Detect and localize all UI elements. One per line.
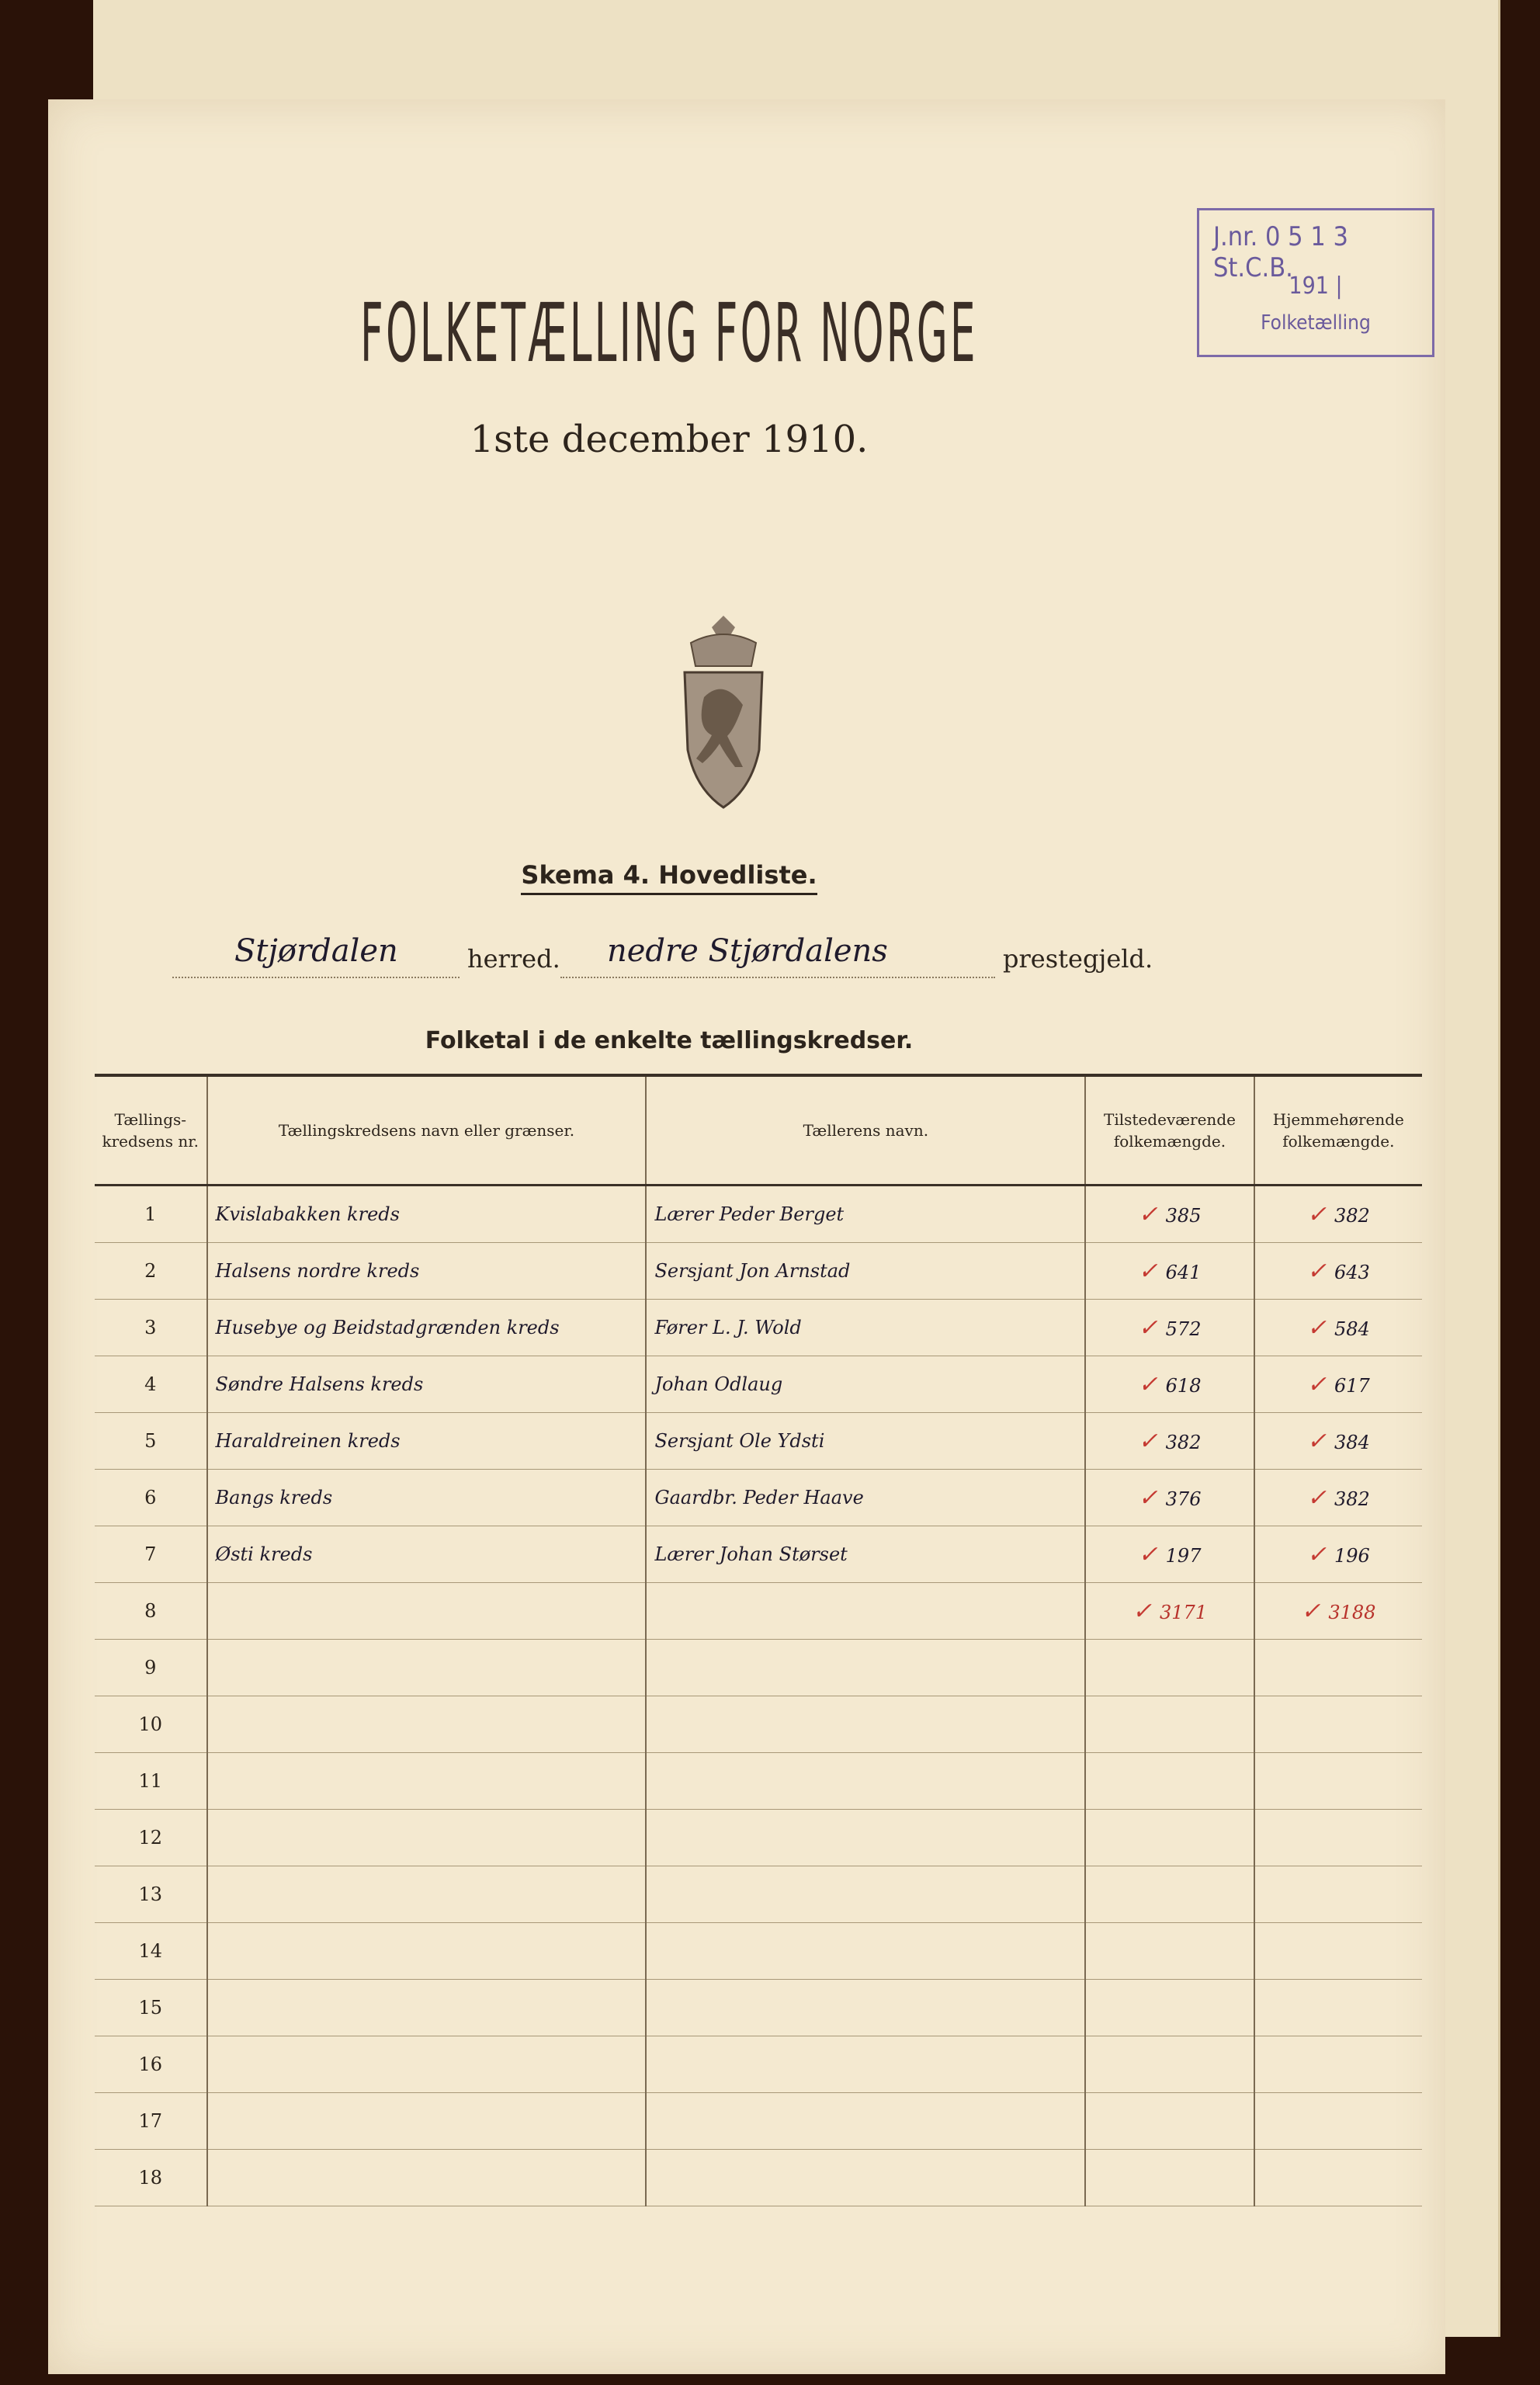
district-name [207,1696,647,1753]
present-population [1085,1980,1254,2036]
district-name [207,1640,647,1696]
district-name: Husebye og Beidstadgrænden kreds [207,1300,647,1356]
check-mark-icon: ✓ [1306,1540,1327,1568]
counter-name [646,1696,1085,1753]
check-mark-icon: ✓ [1306,1200,1327,1228]
form-title: FOLKETÆLLING FOR NORGE [360,286,978,380]
counter-name: Lærer Peder Berget [646,1186,1085,1243]
resident-population [1254,1753,1422,1810]
row-number: 7 [95,1526,207,1583]
counter-name [646,1980,1085,2036]
schema-heading [48,860,1290,890]
table-row [95,1810,1422,1866]
present-population [1085,1753,1254,1810]
resident-population: ✓ 196 [1254,1526,1422,1583]
present-population [1085,2150,1254,2206]
check-mark-icon: ✓ [1306,1257,1327,1285]
counter-name [646,1640,1085,1696]
table-row [95,1470,1422,1526]
resident-population: ✓ 3188 [1254,1583,1422,1640]
resident-population: ✓ 643 [1254,1243,1422,1300]
check-mark-icon: ✓ [1138,1484,1158,1512]
row-number: 16 [95,2036,207,2093]
section-title: Folketal i de enkelte tællingskredser. [425,1027,914,1054]
present-population [1085,1696,1254,1753]
district-name [207,2093,647,2150]
resident-population [1254,1696,1422,1753]
district-name [207,1866,647,1923]
present-population: ✓ 376 [1085,1470,1254,1526]
district-name: Bangs kreds [207,1470,647,1526]
registration-stamp [1197,208,1434,357]
table-row [95,1243,1422,1300]
census-form-page [48,99,1445,2374]
district-name: Haraldreinen kreds [207,1413,647,1470]
present-population [1085,2036,1254,2093]
counter-name [646,1753,1085,1810]
table-row [95,1753,1422,1810]
check-mark-icon: ✓ [1306,1484,1327,1512]
col-header-counter: Tællerens navn. [646,1075,1085,1186]
resident-population [1254,1980,1422,2036]
row-number: 1 [95,1186,207,1243]
table-row [95,2036,1422,2093]
table-row [95,1583,1422,1640]
row-number: 10 [95,1696,207,1753]
table-row [95,1186,1422,1243]
counter-name: Fører L. J. Wold [646,1300,1085,1356]
resident-population [1254,1640,1422,1696]
prestegjeld-value: nedre Stjørdalens [607,933,888,969]
table-row [95,1866,1422,1923]
table-row [95,1696,1422,1753]
present-population: ✓ 385 [1085,1186,1254,1243]
col-header-nr: Tællings- kredsens nr. [95,1075,207,1186]
counter-name [646,1923,1085,1980]
schema-label: Skema 4. Hovedliste. [521,860,817,895]
check-mark-icon: ✓ [1138,1314,1158,1342]
herred-label: herred. [467,944,560,974]
check-mark-icon: ✓ [1306,1427,1327,1455]
district-name: Østi kreds [207,1526,647,1583]
district-name: Kvislabakken kreds [207,1186,647,1243]
table-row [95,1413,1422,1470]
counter-name: Gaardbr. Peder Haave [646,1470,1085,1526]
district-name [207,1753,647,1810]
resident-population: ✓ 384 [1254,1413,1422,1470]
row-number: 14 [95,1923,207,1980]
table-row [95,2093,1422,2150]
col-header-resident: Hjemmehørende folkemængde. [1254,1075,1422,1186]
stamp-journal-number: J.nr. 0 5 1 3 St.C.B. [1213,221,1348,283]
district-name [207,1980,647,2036]
counter-name: Sersjant Ole Ydsti [646,1413,1085,1470]
prestegjeld-dotted-line [560,977,995,978]
present-population: ✓ 618 [1085,1356,1254,1413]
present-population [1085,1810,1254,1866]
location-line [172,933,1337,984]
prestegjeld-label: prestegjeld. [1003,944,1153,974]
resident-population: ✓ 382 [1254,1186,1422,1243]
check-mark-icon: ✓ [1132,1597,1153,1625]
district-name [207,1583,647,1640]
counter-name [646,2093,1085,2150]
counter-name [646,1810,1085,1866]
row-number: 15 [95,1980,207,2036]
row-number: 18 [95,2150,207,2206]
table-row [95,1356,1422,1413]
check-mark-icon: ✓ [1306,1314,1327,1342]
row-number: 17 [95,2093,207,2150]
row-number: 9 [95,1640,207,1696]
resident-population [1254,2093,1422,2150]
resident-population [1254,2150,1422,2206]
check-mark-icon: ✓ [1138,1200,1158,1228]
row-number: 5 [95,1413,207,1470]
counter-name [646,2150,1085,2206]
table-row [95,1300,1422,1356]
counter-name: Sersjant Jon Arnstad [646,1243,1085,1300]
check-mark-icon: ✓ [1138,1370,1158,1398]
row-number: 3 [95,1300,207,1356]
resident-population: ✓ 617 [1254,1356,1422,1413]
present-population [1085,1866,1254,1923]
district-name [207,2150,647,2206]
row-number: 4 [95,1356,207,1413]
table-header-row [95,1075,1422,1186]
counter-name: Lærer Johan Størset [646,1526,1085,1583]
present-population [1085,1923,1254,1980]
table-row [95,1923,1422,1980]
counter-name [646,1866,1085,1923]
row-number: 2 [95,1243,207,1300]
district-name: Halsens nordre kreds [207,1243,647,1300]
form-date: 1ste december 1910. [470,418,869,461]
check-mark-icon: ✓ [1138,1257,1158,1285]
check-mark-icon: ✓ [1306,1370,1327,1398]
resident-population: ✓ 382 [1254,1470,1422,1526]
resident-population [1254,1923,1422,1980]
present-population: ✓ 197 [1085,1526,1254,1583]
census-table [95,1074,1422,2206]
row-number: 12 [95,1810,207,1866]
check-mark-icon: ✓ [1138,1540,1158,1568]
herred-dotted-line [172,977,460,978]
check-mark-icon: ✓ [1138,1427,1158,1455]
district-name: Søndre Halsens kreds [207,1356,647,1413]
counter-name: Johan Odlaug [646,1356,1085,1413]
present-population [1085,1640,1254,1696]
row-number: 11 [95,1753,207,1810]
present-population: ✓ 382 [1085,1413,1254,1470]
counter-name [646,2036,1085,2093]
stamp-year: 191 | [1289,273,1343,300]
table-row [95,1980,1422,2036]
resident-population [1254,1810,1422,1866]
table-row [95,2150,1422,2206]
resident-population: ✓ 584 [1254,1300,1422,1356]
district-name [207,1810,647,1866]
resident-population [1254,1866,1422,1923]
row-number: 6 [95,1470,207,1526]
counter-name [646,1583,1085,1640]
check-mark-icon: ✓ [1301,1597,1321,1625]
col-header-present: Tilstedeværende folkemængde. [1085,1075,1254,1186]
district-name [207,1923,647,1980]
present-population [1085,2093,1254,2150]
row-number: 13 [95,1866,207,1923]
row-number: 8 [95,1583,207,1640]
table-row [95,1640,1422,1696]
coat-of-arms-icon [669,612,778,814]
present-population: ✓ 3171 [1085,1583,1254,1640]
herred-value: Stjørdalen [234,933,398,969]
present-population: ✓ 641 [1085,1243,1254,1300]
stamp-department: Folketælling [1261,311,1371,335]
table-row [95,1526,1422,1583]
col-header-name: Tællingskredsens navn eller grænser. [207,1075,647,1186]
resident-population [1254,2036,1422,2093]
present-population: ✓ 572 [1085,1300,1254,1356]
district-name [207,2036,647,2093]
